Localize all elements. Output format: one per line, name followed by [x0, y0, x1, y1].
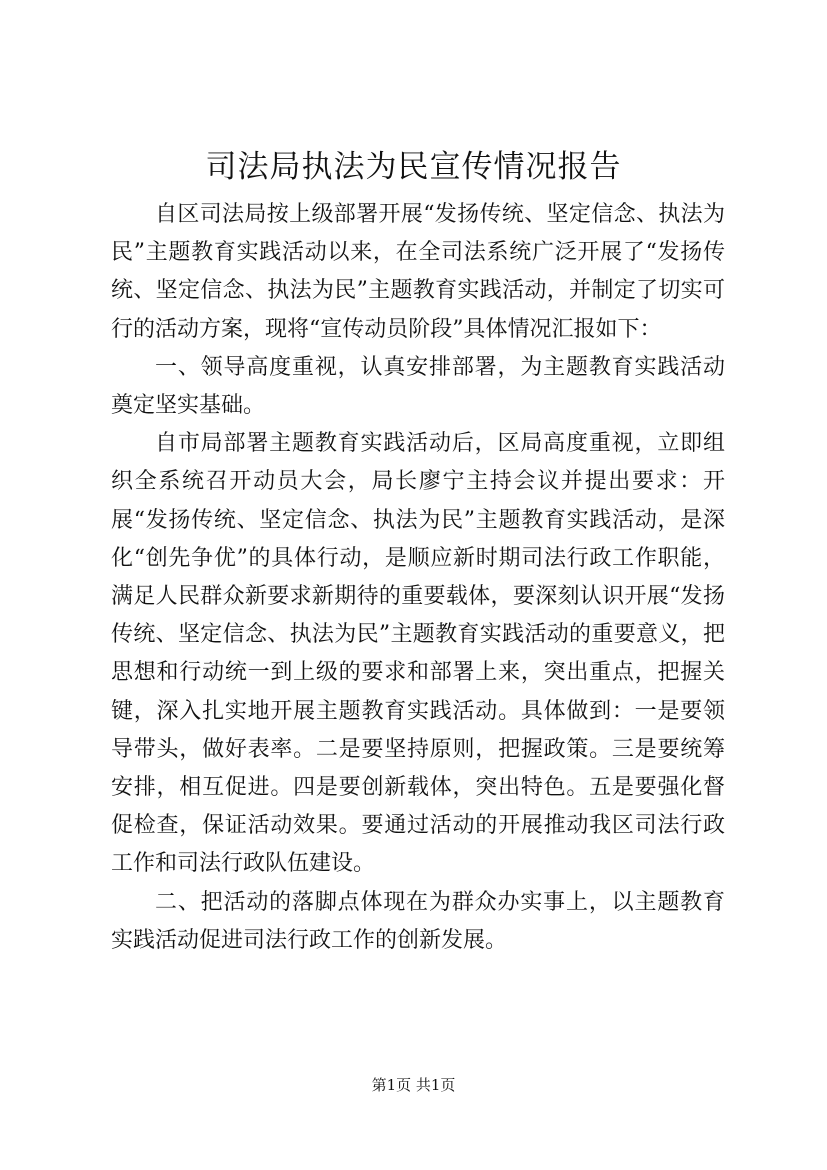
paragraph-intro: 自区司法局按上级部署开展“发扬传统、坚定信念、执法为民”主题教育实践活动以来，在全司法系统广泛开展了“发扬传统、坚定信念、执法为民”主题教育实践活动，并制定了切实可行的活动方案，现将“宣传动员阶段”具体情况汇报如下：	[111, 202, 725, 342]
document-body	[111, 196, 725, 960]
page-footer: 第1页 共1页	[371, 1076, 456, 1094]
paragraph-section-one-body: 自市局部署主题教育实践活动后，区局高度重视，立即组织全系统召开动员大会，局长廖宁主持会议并提出要求：开展“发扬传统、坚定信念、执法为民”主题教育实践活动，是深化“创先争优”的具体行动，是顺应新时期司法行政工作职能，满足人民群众新要求新期待的重要载体，要深刻认识开展“发扬传统、坚定信念、执法为民”主题教育实践活动的重要意义，把思想和行动统一到上级的要求和部署上来，突出重点，把握关键，深入扎实地开展主题教育实践活动。具体做到：一是要领导带头，做好表率。二是要坚持原则，把握政策。三是要统筹安排，相互促进。四是要创新载体，突出特色。五是要强化督促检查，保证活动效果。要通过活动的开展推动我区司法行政工作和司法行政队伍建设。	[111, 431, 725, 877]
paragraph-section-one-heading: 一、领导高度重视，认真安排部署，为主题教育实践活动奠定坚实基础。	[111, 354, 725, 419]
document-title: 司法局执法为民宣传情况报告	[205, 149, 622, 185]
paragraph-section-two-heading: 二、把活动的落脚点体现在为群众办实事上，以主题教育实践活动促进司法行政工作的创新发展。	[111, 889, 725, 953]
